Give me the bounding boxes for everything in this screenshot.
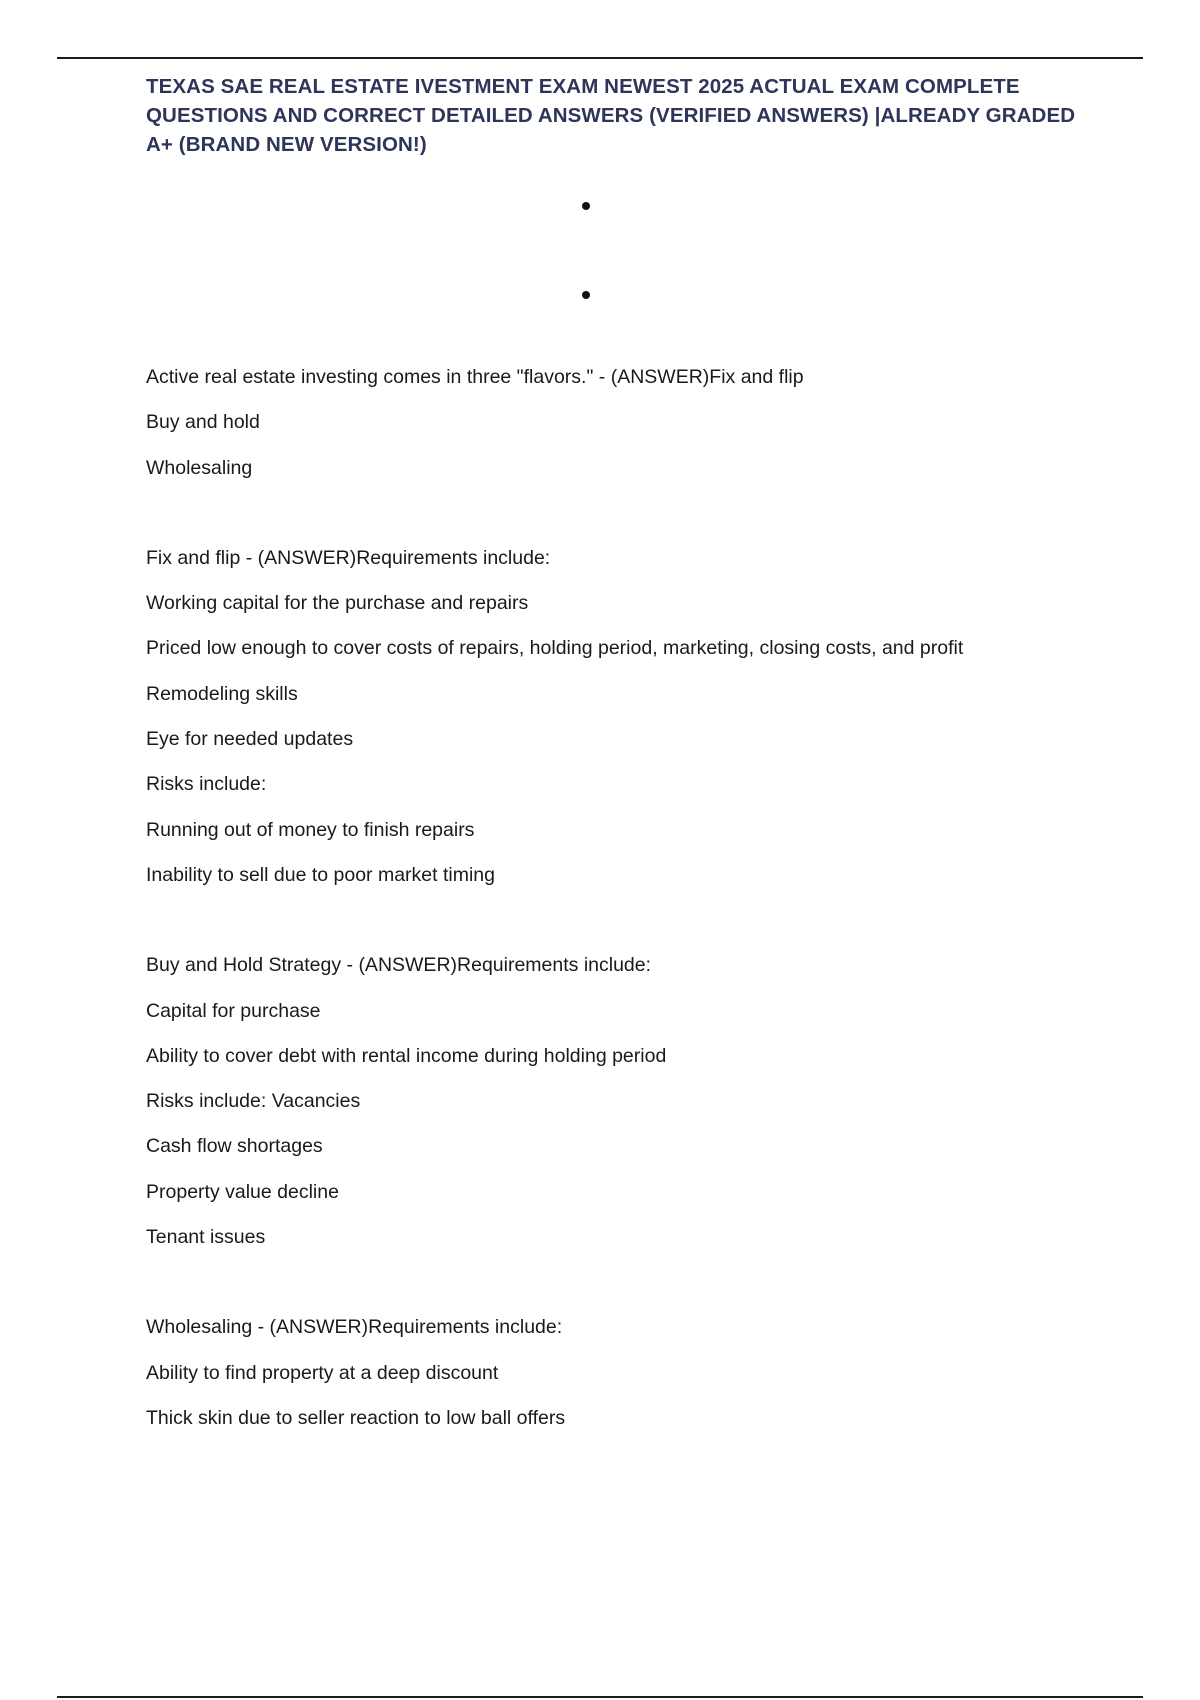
- answer-line: Working capital for the purchase and repairs: [146, 592, 529, 615]
- qa-item-fix-and-flip: [146, 544, 1146, 906]
- answer-line: Running out of money to finish repairs: [146, 818, 475, 841]
- answer-line: Risks include:: [146, 773, 267, 796]
- qa-item-flavors: [146, 363, 1146, 499]
- answer-line: Risks include: Vacancies: [146, 1090, 361, 1113]
- bullet-dot: [582, 202, 590, 210]
- top-rule: [57, 57, 1143, 59]
- answer-line: Capital for purchase: [146, 999, 321, 1022]
- question-line: Wholesaling - (ANSWER)Requirements include:: [146, 1316, 563, 1339]
- question-line: Active real estate investing comes in three "flavors." - (ANSWER)Fix and flip: [146, 366, 804, 388]
- answer-line: Wholesaling: [146, 456, 253, 479]
- answer-line: Remodeling skills: [146, 682, 298, 705]
- answer-line: Ability to cover debt with rental income during holding period: [146, 1044, 667, 1067]
- bottom-rule: [57, 1696, 1143, 1698]
- qa-content: [146, 363, 1146, 1494]
- question-line: Buy and Hold Strategy - (ANSWER)Requirements include:: [146, 954, 652, 977]
- answer-line: Priced low enough to cover costs of repairs, holding period, marketing, closing costs, and profit: [146, 637, 964, 660]
- question-line: Fix and flip - (ANSWER)Requirements include:: [146, 546, 551, 569]
- qa-item-wholesaling: [146, 1313, 1146, 1449]
- answer-line: Thick skin due to seller reaction to low ball offers: [146, 1406, 566, 1429]
- answer-line: Tenant issues: [146, 1226, 266, 1249]
- answer-line: Buy and hold: [146, 411, 260, 434]
- answer-line: Cash flow shortages: [146, 1135, 323, 1158]
- answer-line: Inability to sell due to poor market timing: [146, 863, 496, 886]
- answer-line: Property value decline: [146, 1180, 339, 1203]
- qa-item-buy-and-hold: [146, 951, 1146, 1268]
- bullet-dot: [582, 291, 590, 299]
- answer-line: Eye for needed updates: [146, 728, 354, 751]
- document-title: TEXAS SAE REAL ESTATE IVESTMENT EXAM NEWEST 2025 ACTUAL EXAM COMPLETE QUESTIONS AND CORRECT DETAILED ANSWERS (VERIFIED ANSWERS) |ALREADY GRADED A+ (BRAND NEW VERSION!): [146, 75, 1076, 156]
- answer-line: Ability to find property at a deep discount: [146, 1361, 499, 1384]
